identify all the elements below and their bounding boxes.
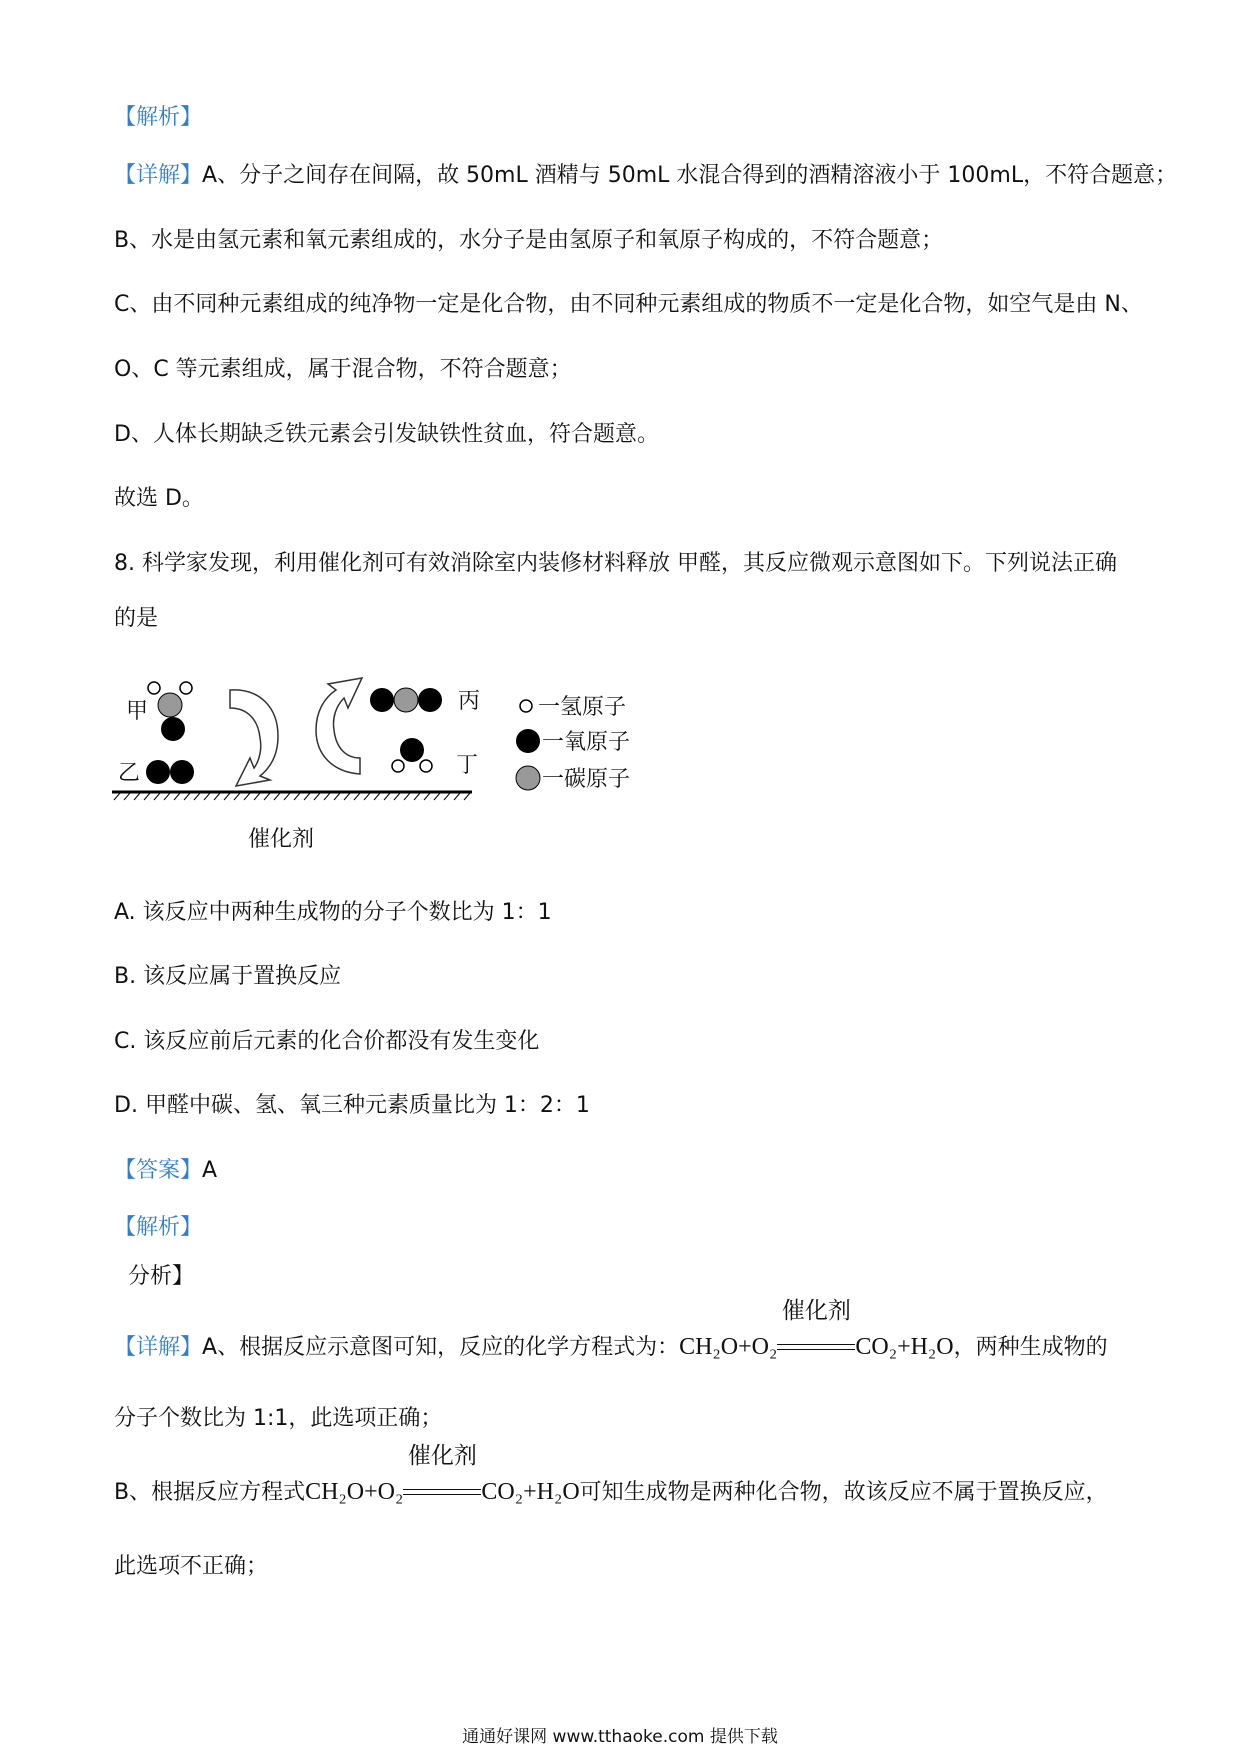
option-a-text: 该反应中两种生成物的分子个数比为 1：1	[142, 900, 552, 925]
option-d-text: 甲醛中碳、氢、氧三种元素质量比为 1：2：1	[144, 1093, 590, 1118]
carbon-atom	[158, 693, 182, 717]
oxygen-atom	[170, 760, 194, 784]
detail-b-line2: 此选项不正确；	[114, 1554, 269, 1579]
curved-arrow-up-icon	[316, 678, 362, 774]
q7-conclusion: 故选 D。	[114, 486, 204, 511]
option-b	[114, 962, 341, 992]
reaction-diagram	[110, 668, 650, 858]
hydrogen-atom	[148, 682, 160, 694]
option-c-label: C.	[114, 1029, 137, 1054]
oxygen-atom	[370, 688, 394, 712]
option-b-label: B.	[114, 964, 137, 989]
detail-a	[114, 1298, 1108, 1363]
legend-carbon-icon	[516, 766, 540, 790]
legend-carbon: 一碳原子	[542, 767, 631, 792]
q8-stem-line2: 的是	[114, 606, 159, 631]
oxygen-atom	[161, 717, 185, 741]
eq-reactants: CH₂O+O₂	[679, 1334, 778, 1360]
detail-tag: 【详解】	[114, 163, 203, 188]
eq-products-b: CO₂+H₂O	[481, 1479, 580, 1505]
legend-oxygen: 一氧原子	[542, 730, 631, 755]
answer	[114, 1156, 217, 1186]
answer-tag: 【答案】	[114, 1158, 203, 1183]
label-ding: 丁	[456, 753, 479, 778]
catalyst-hatch	[114, 793, 470, 800]
option-a	[114, 898, 552, 928]
explanation-tag: 【解析】	[114, 105, 203, 130]
detail-b-pre: B、根据反应方程式	[114, 1480, 306, 1505]
q7-detail-c2: O、C 等元素组成，属于混合物，不符合题意；	[114, 357, 572, 382]
analysis-sub: 分析】	[128, 1264, 195, 1289]
label-bing: 丙	[458, 689, 481, 714]
eq-condition: 催化剂	[781, 1298, 851, 1324]
legend-hydrogen: 一氢原子	[538, 695, 627, 720]
option-d	[114, 1091, 590, 1121]
hydrogen-atom	[180, 682, 192, 694]
detail-tag-q8: 【详解】	[114, 1335, 203, 1360]
option-d-label: D.	[114, 1093, 138, 1118]
eq-reactants-b: CH₂O+O₂	[305, 1479, 404, 1505]
option-c	[114, 1027, 539, 1057]
curved-arrow-down-icon	[230, 690, 278, 786]
q7-detail-d: D、人体长期缺乏铁元素会引发缺铁性贫血，符合题意。	[114, 422, 659, 447]
catalyst-label: 催化剂	[248, 827, 315, 852]
option-a-label: A.	[114, 900, 136, 925]
eq-arrow	[777, 1298, 855, 1363]
option-c-text: 该反应前后元素的化合价都没有发生变化	[143, 1029, 540, 1054]
detail-b-post: 可知生成物是两种化合物，故该反应不属于置换反应，	[579, 1480, 1108, 1505]
analysis-tag: 【解析】	[114, 1215, 203, 1240]
q8-stem-line1: 8. 科学家发现，利用催化剂可有效消除室内装修材料释放 甲醛，其反应微观示意图如下。下列说法正确	[114, 551, 1117, 576]
q7-detail-c1: C、由不同种元素组成的纯净物一定是化合物，由不同种元素组成的物质不一定是化合物，如空气是由 N、	[114, 292, 1143, 317]
q7-detail-b: B、水是由氢元素和氧元素组成的，水分子是由氢原子和氧原子构成的，不符合题意；	[114, 228, 944, 253]
hydrogen-atom	[392, 760, 404, 772]
detail-a-line2: 分子个数比为 1:1，此选项正确；	[114, 1406, 443, 1431]
oxygen-atom	[146, 760, 170, 784]
option-b-text: 该反应属于置换反应	[143, 964, 342, 989]
label-jia: 甲	[126, 699, 149, 724]
eq-products: CO₂+H₂O	[855, 1334, 954, 1360]
eq-arrow-b	[403, 1443, 481, 1508]
q7-detail-a-text: A、分子之间存在间隔，故 50mL 酒精与 50mL 水混合得到的酒精溶液小于 100mL，不符合题意；	[202, 163, 1178, 188]
oxygen-atom	[418, 688, 442, 712]
hydrogen-atom	[420, 760, 432, 772]
detail-a-post: ，两种生成物的	[953, 1335, 1108, 1360]
answer-value: A	[202, 1158, 218, 1183]
carbon-atom	[394, 688, 418, 712]
legend-oxygen-icon	[516, 729, 540, 753]
detail-b	[114, 1443, 1108, 1508]
q7-detail-a	[114, 161, 1177, 191]
label-yi: 乙	[118, 761, 141, 786]
detail-a-pre: A、根据反应示意图可知，反应的化学方程式为：	[202, 1335, 680, 1360]
oxygen-atom	[400, 738, 424, 762]
footer: 通通好课网 www.tthaoke.com 提供下载	[462, 1727, 778, 1747]
legend-hydrogen-icon	[520, 700, 532, 712]
eq-condition-b: 催化剂	[407, 1443, 477, 1469]
